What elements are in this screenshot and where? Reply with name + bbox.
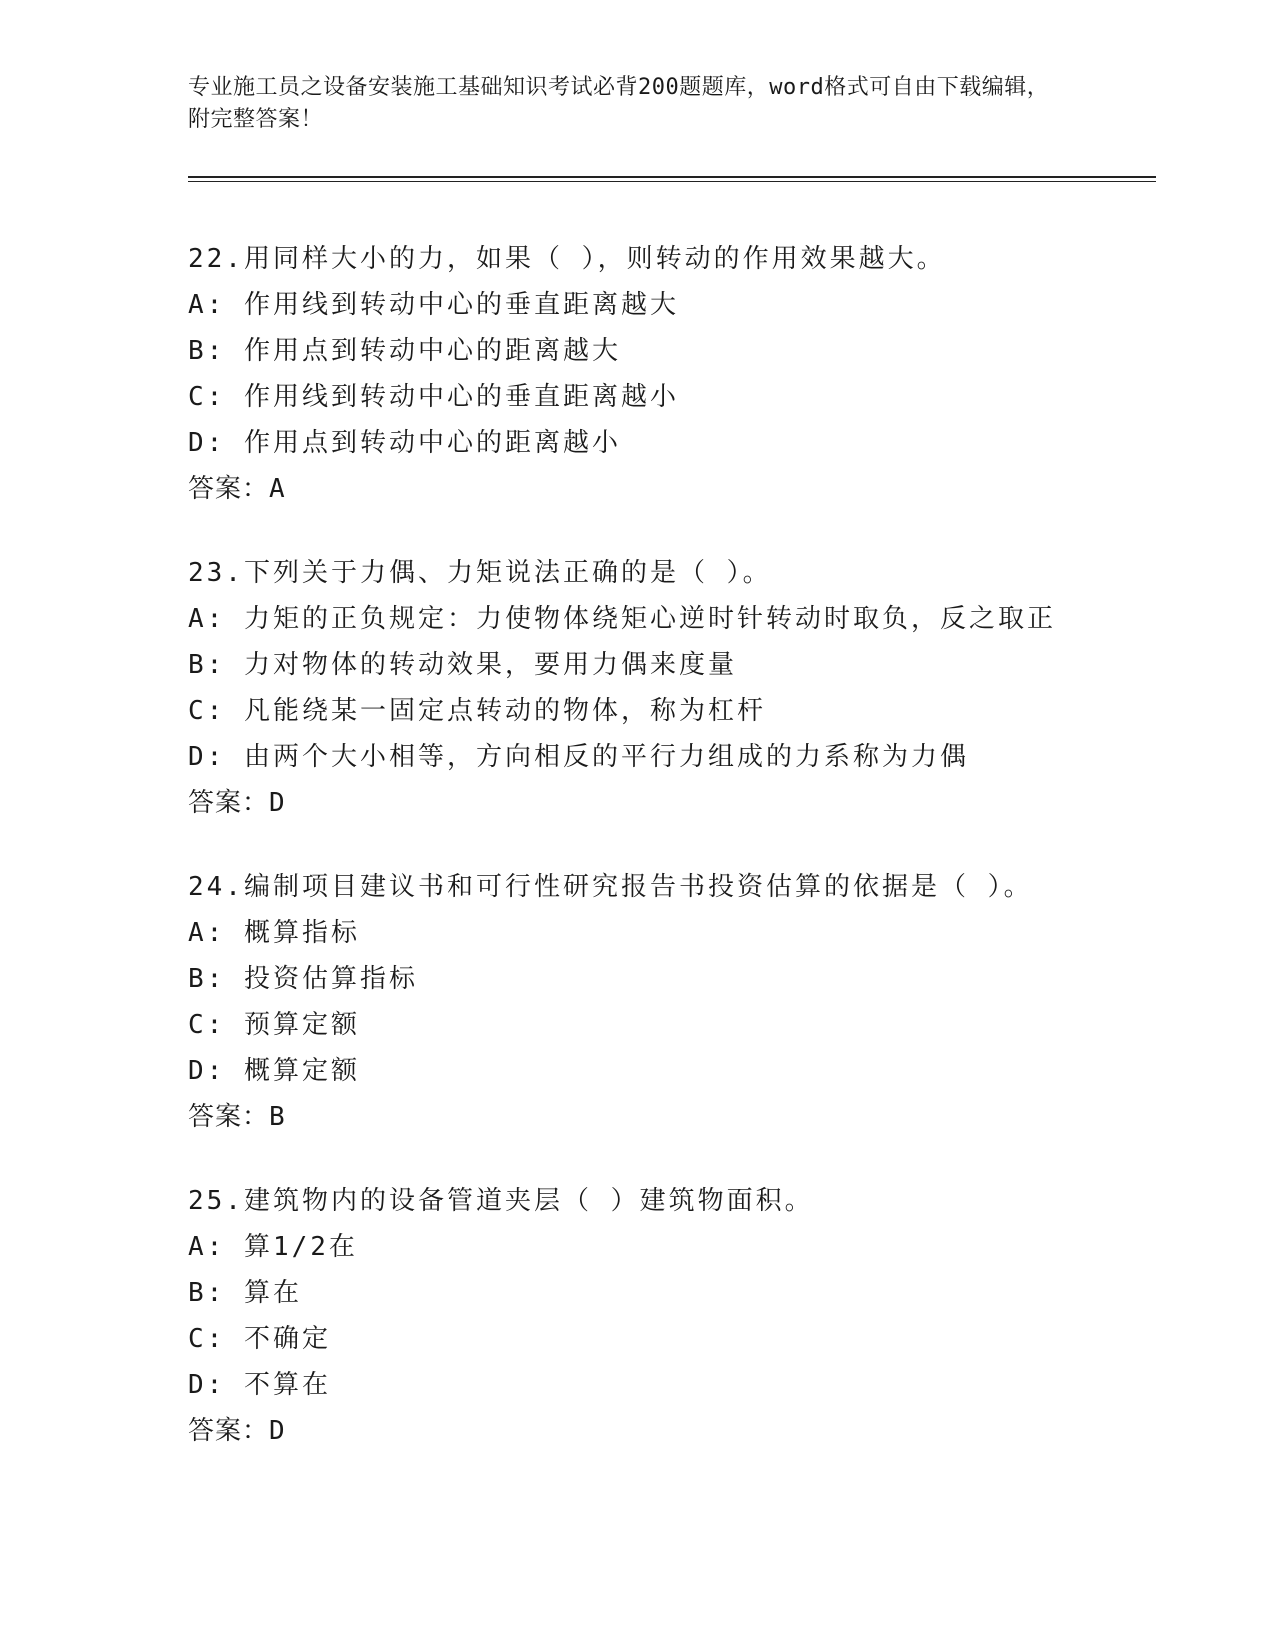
answer-line [188,1408,1148,1454]
option-c: C: 不确定 [188,1324,331,1354]
option-b: B: 作用点到转动中心的距离越大 [188,336,621,366]
option-d: D: 由两个大小相等，方向相反的平行力组成的力系称为力偶 [188,742,969,772]
question-list [188,236,1148,1492]
option-d: D: 概算定额 [188,1056,360,1086]
option-b: B: 算在 [188,1278,302,1308]
answer-line [188,466,1148,512]
option-b: B: 力对物体的转动效果，要用力偶来度量 [188,650,737,680]
option-b: B: 投资估算指标 [188,964,418,994]
answer-value: A [269,474,286,504]
answer-label: 答案： [188,788,270,818]
answer-line [188,780,1148,826]
header-divider-thick [188,176,1156,178]
option-c: C: 预算定额 [188,1010,360,1040]
answer-label: 答案： [188,474,270,504]
question-24 [188,864,1148,1140]
question-stem: 25.建筑物内的设备管道夹层（ ）建筑物面积。 [188,1186,814,1216]
answer-value: D [269,788,286,818]
question-stem: 24.编制项目建议书和可行性研究报告书投资估算的依据是（ ）。 [188,872,1033,902]
answer-line [188,1094,1148,1140]
option-a: A: 算1/2在 [188,1232,358,1262]
option-c: C: 凡能绕某一固定点转动的物体，称为杠杆 [188,696,766,726]
question-stem: 23.下列关于力偶、力矩说法正确的是（ ）。 [188,558,772,588]
option-d: D: 不算在 [188,1370,331,1400]
document-header-title: 专业施工员之设备安装施工基础知识考试必背200题题库，word格式可自由下载编辑，附完整答案！ [188,75,1050,132]
option-a: A: 概算指标 [188,918,360,948]
option-c: C: 作用线到转动中心的垂直距离越小 [188,382,679,412]
answer-label: 答案： [188,1416,270,1446]
option-a: A: 力矩的正负规定：力使物体绕矩心逆时针转动时取负，反之取正 [188,604,1056,634]
option-a: A: 作用线到转动中心的垂直距离越大 [188,290,679,320]
question-23 [188,550,1148,826]
question-22 [188,236,1148,512]
answer-label: 答案： [188,1102,270,1132]
option-d: D: 作用点到转动中心的距离越小 [188,428,621,458]
question-stem: 22.用同样大小的力，如果（ ），则转动的作用效果越大。 [188,244,946,274]
answer-value: D [269,1416,286,1446]
header-divider-thin [188,181,1156,182]
answer-value: B [269,1102,286,1132]
question-25 [188,1178,1148,1454]
